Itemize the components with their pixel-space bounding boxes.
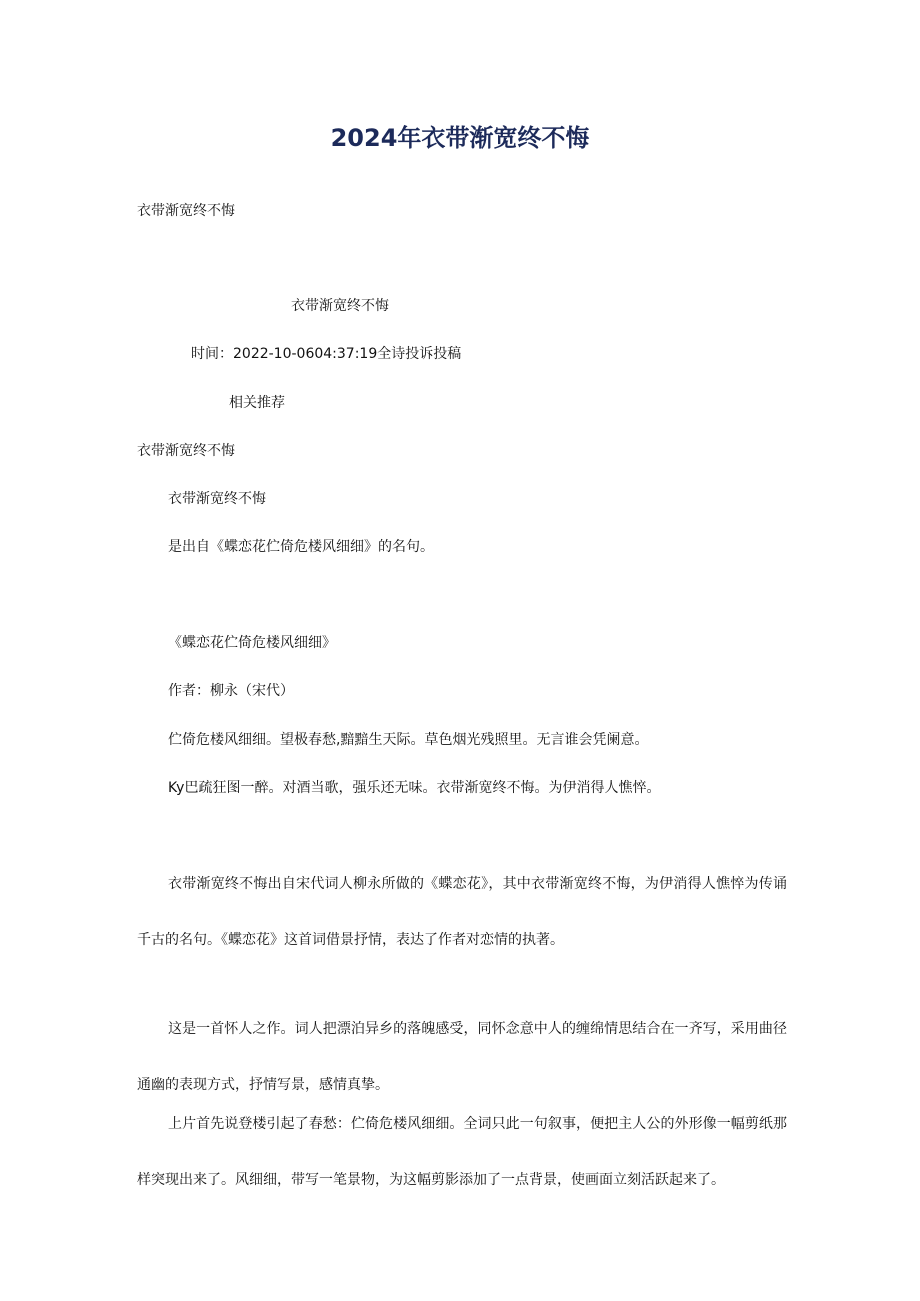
subtitle: 衣带渐宽终不悔 [137,203,235,219]
document-title: 2024年衣带渐宽终不悔 [330,124,590,152]
poem-line-2: Ky巴疏狂图一醉。对酒当歌，强乐还无味。衣带渐宽终不悔。为伊消得人憔悴。 [168,780,661,796]
related-heading: 相关推荐 [229,395,285,411]
quote-line: 衣带渐宽终不悔 [168,491,266,507]
poem-title: 《蝶恋花伫倚危楼风细细》 [168,635,336,651]
section-title: 衣带渐宽终不悔 [137,443,235,459]
author-line: 作者：柳永（宋代） [168,683,294,699]
paragraph-intro: 衣带渐宽终不悔出自宋代词人柳永所做的《蝶恋花》，其中衣带渐宽终不悔，为伊消得人憔悴为传诵千古的名句。《蝶恋花》这首词借景抒情，表达了作者对恋情的执著。 [137,876,787,948]
source-line: 是出自《蝶恋花伫倚危楼风细细》的名句。 [168,539,434,555]
paragraph-upper-stanza: 上片首先说登楼引起了春愁：伫倚危楼风细细。全词只此一句叙事，便把主人公的外形像一幅剪纸那样突现出来了。风细细，带写一笔景物，为这幅剪影添加了一点背景，使画面立刻活跃起来了。 [137,1116,787,1188]
poem-line-1: 伫倚危楼风细细。望极春愁,黯黯生天际。草色烟光残照里。无言谁会凭阑意。 [168,732,649,748]
header-title: 衣带渐宽终不悔 [291,298,389,314]
meta-line: 时间：2022-10-0604:37:19全诗投诉投稿 [191,346,462,362]
paragraph-analysis: 这是一首怀人之作。词人把漂泊异乡的落魄感受，同怀念意中人的缠绵情思结合在一齐写，采用曲径通幽的表现方式，抒情写景，感情真挚。 [137,1021,787,1093]
